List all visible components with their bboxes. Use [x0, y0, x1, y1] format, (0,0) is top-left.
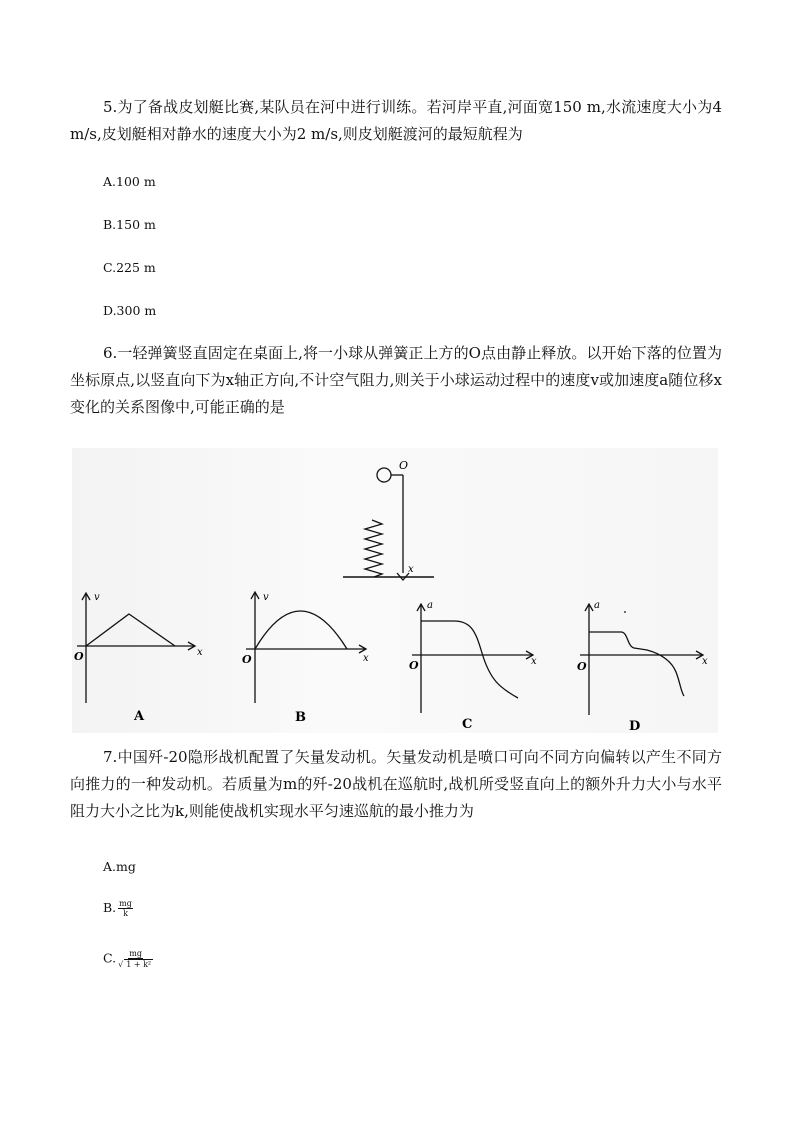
graph-d-origin: O [577, 660, 587, 673]
q5-option-c[interactable]: C.225 m [103, 260, 156, 275]
q7-option-a[interactable]: A.mg [103, 859, 136, 874]
graph-b-y-label: v [263, 592, 269, 603]
q7-option-c-denominator: 1 + k² [126, 960, 152, 969]
graph-a [77, 593, 195, 703]
graph-d-label: D [629, 719, 641, 733]
spring-x-label: x [408, 564, 414, 575]
graph-c-origin: O [409, 659, 419, 672]
q7-option-b-denominator: k [123, 909, 128, 918]
q7-option-b-prefix: B. [103, 900, 117, 915]
graph-d [580, 604, 703, 715]
graph-d-dot [624, 611, 626, 613]
graph-b [246, 592, 366, 703]
question-5-stem: 5.为了备战皮划艇比赛,某队员在河中进行训练。若河岸平直,河面宽150 m,水流速度大小为4 m/s,皮划艇相对静水的速度大小为2 m/s,则皮划艇渡河的最短航程为 [70, 98, 722, 143]
graph-a-label: A [134, 709, 145, 724]
graph-c-curve [421, 621, 518, 698]
q7-option-c-denominator-wrap [118, 959, 153, 969]
spring-diagram [343, 468, 434, 580]
graph-b-label: B [295, 710, 306, 725]
question-6-stem: 6.一轻弹簧竖直固定在桌面上,将一小球从弹簧正上方的O点由静止释放。以开始下落的位置为坐标原点,以竖直向下为x轴正方向,不计空气阻力,则关于小球运动过程中的速度v或加速度a随位移x变化的关系图像中,可能正确的是 [70, 344, 722, 416]
graph-c-x-label: x [531, 656, 537, 667]
q7-option-b-fraction [118, 899, 133, 918]
q7-option-b-numerator: mg [119, 899, 132, 908]
q5-option-a[interactable]: A.100 m [103, 174, 156, 189]
spring-coil [365, 520, 382, 577]
ball [377, 468, 391, 482]
q6-figure [72, 448, 718, 733]
question-7-stem: 7.中国歼-20隐形战机配置了矢量发动机。矢量发动机是喷口可向不同方向偏转以产生不同方向推力的一种发动机。若质量为m的歼-20战机在巡航时,战机所受竖直向上的额外升力大小与水平阻力大小之比为k,则能使战机实现水平匀速巡航的最小推力为 [70, 748, 722, 820]
q5-option-b[interactable]: B.150 m [103, 217, 156, 232]
graph-c-label: C [462, 717, 473, 732]
graph-b-curve [255, 611, 347, 649]
graph-a-curve [86, 614, 175, 646]
graph-c-y-label: a [427, 600, 433, 611]
graph-b-origin: O [242, 653, 252, 666]
spring-origin-label: O [399, 459, 409, 472]
q7-option-c-prefix: C. [103, 950, 117, 966]
q7-option-c[interactable] [103, 949, 153, 969]
graph-a-origin: O [74, 650, 84, 663]
graph-c [412, 604, 533, 713]
q6-figure-svg [72, 448, 718, 733]
sqrt-icon: √ [118, 960, 124, 969]
graph-d-curve [589, 632, 684, 696]
graph-d-y-label: a [594, 600, 600, 611]
q7-option-b[interactable] [103, 899, 133, 918]
graph-a-x-label: x [197, 647, 203, 658]
graph-a-y-label: v [94, 592, 100, 603]
graph-b-x-label: x [363, 653, 369, 664]
q5-option-d[interactable]: D.300 m [103, 303, 157, 318]
graph-d-x-label: x [702, 656, 708, 667]
q7-option-c-numerator: mg [129, 949, 142, 958]
q7-option-c-fraction [118, 949, 153, 969]
